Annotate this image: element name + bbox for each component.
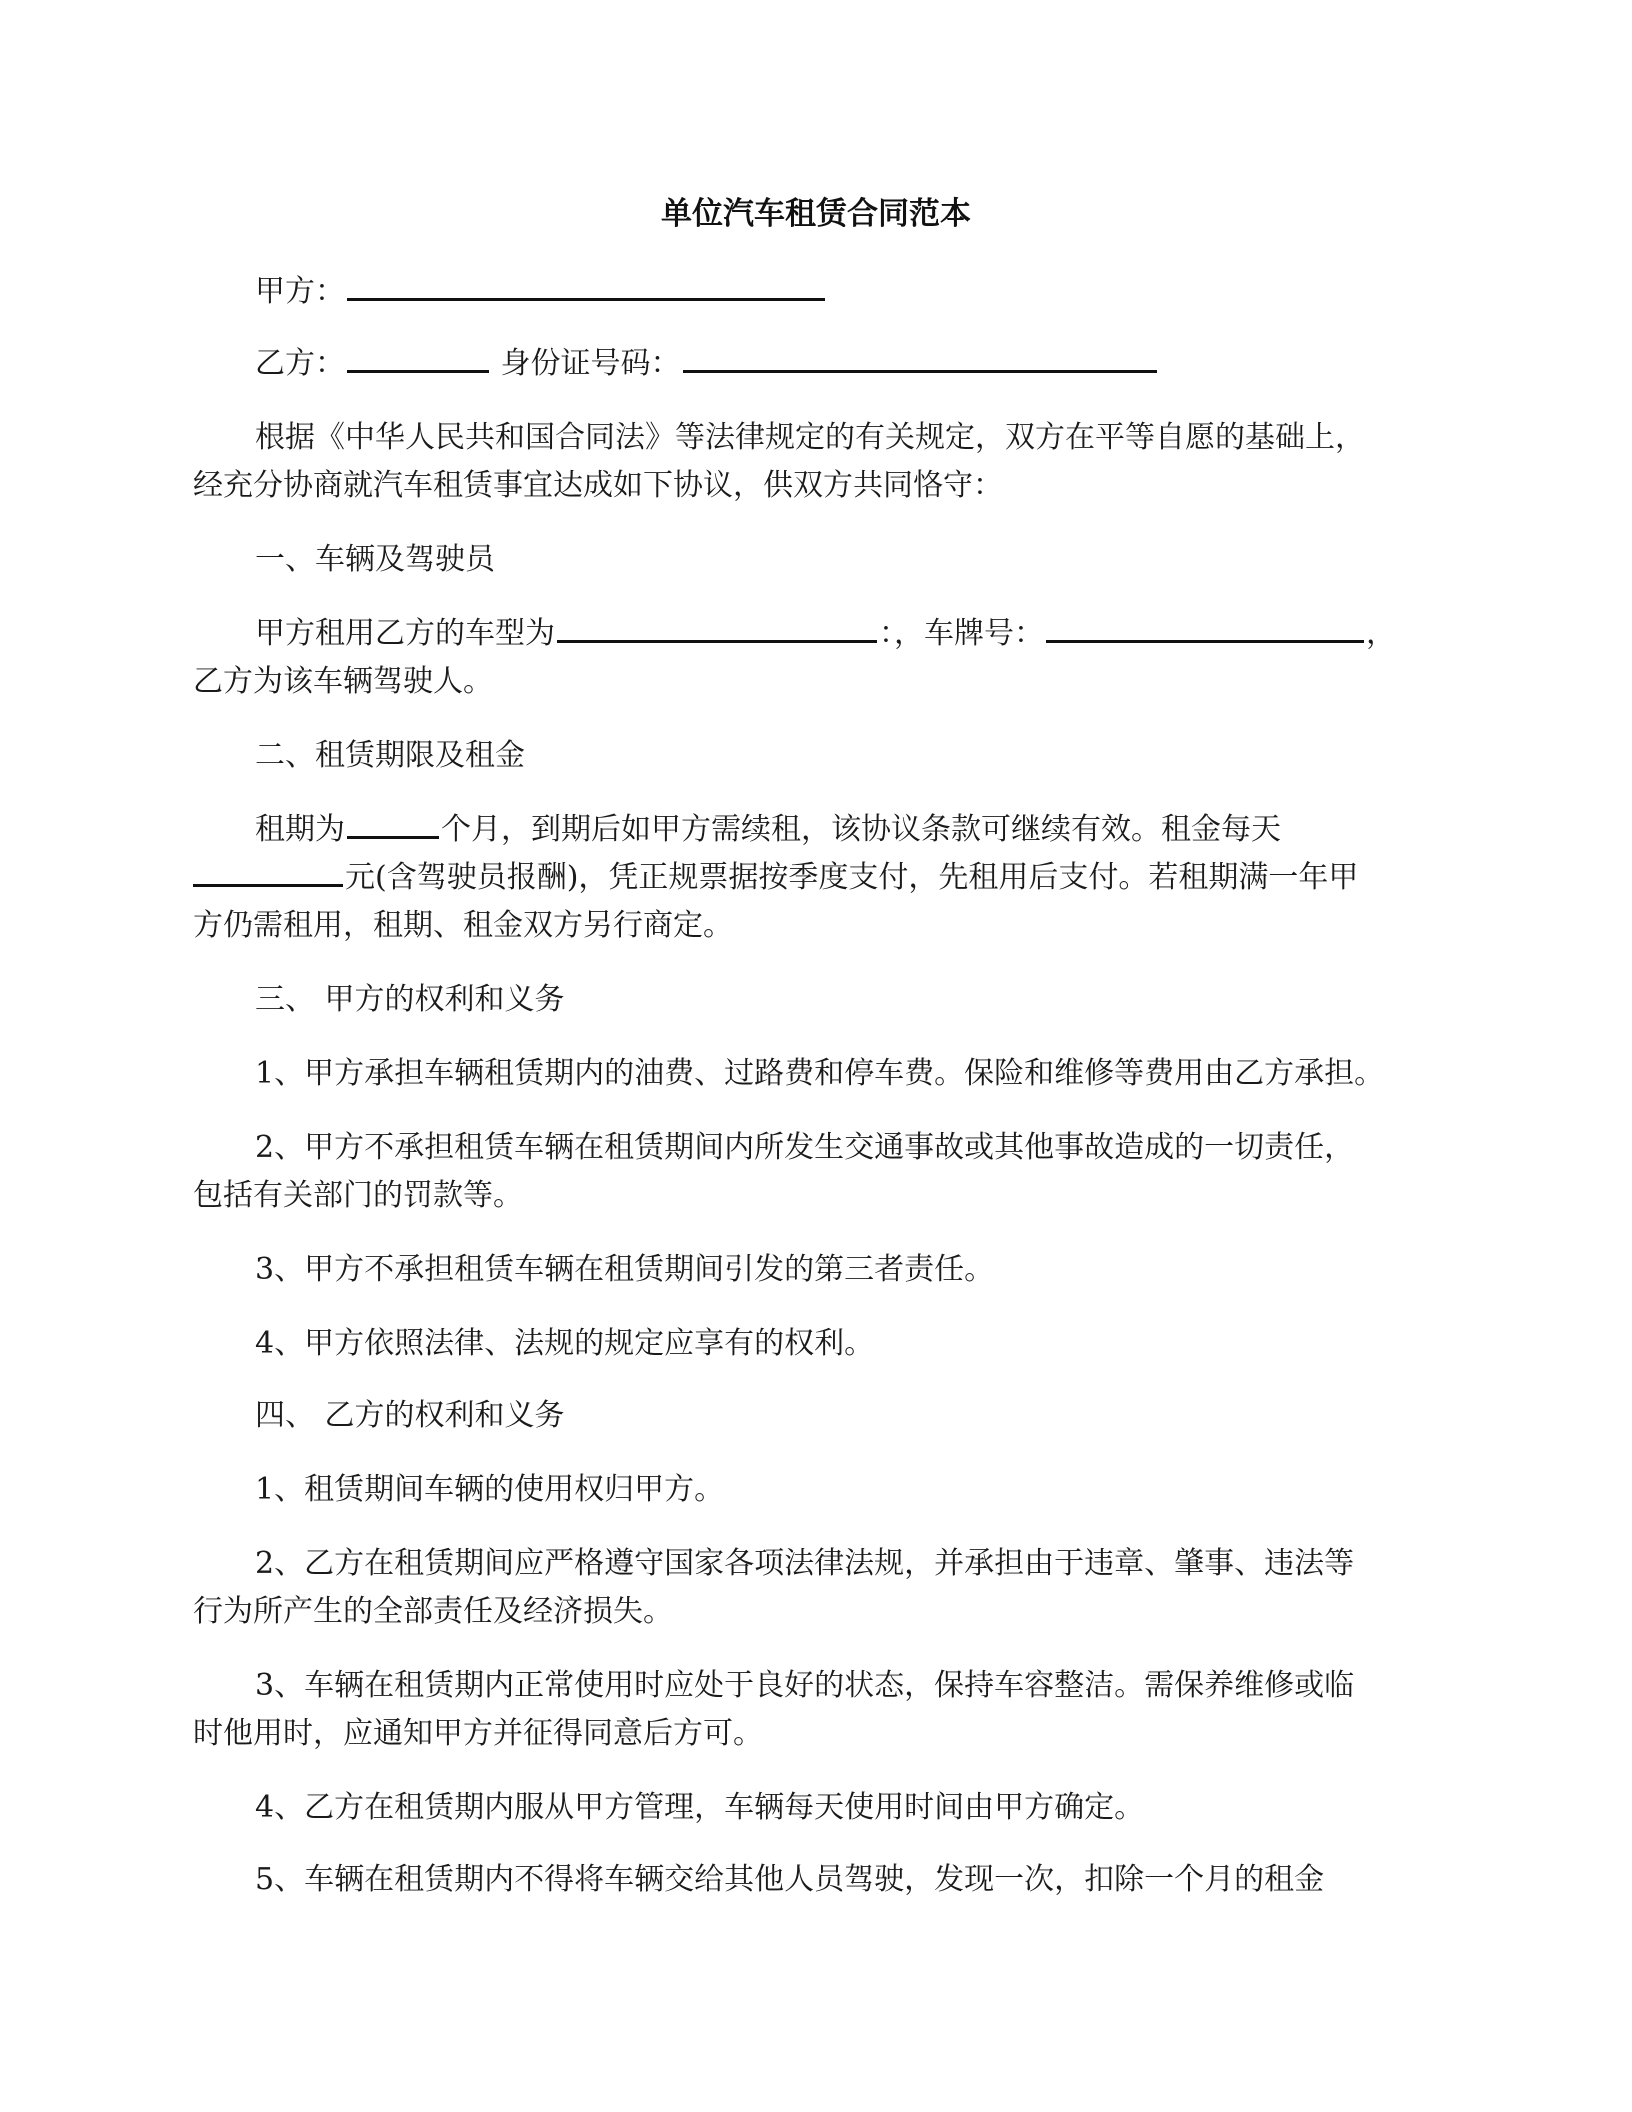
term-months-blank [347, 806, 439, 839]
party-a-blank [347, 268, 825, 301]
intro-line-2: 经充分协商就汽车租赁事宜达成如下协议，供双方共同恪守： [193, 468, 1003, 503]
section-2-line-2 [193, 854, 1358, 902]
term-label: 租期为 [255, 812, 345, 847]
section-2-heading: 二、租赁期限及租金 [255, 738, 525, 773]
party-b-label: 乙方： [255, 346, 345, 381]
section-3-item-4: 4、甲方依照法律、法规的规定应享有的权利。 [255, 1326, 875, 1361]
section-3-item-2-line-1: 2、甲方不承担租赁车辆在租赁期间内所发生交通事故或其他事故造成的一切责任， [255, 1130, 1355, 1165]
vehicle-model-label: 甲方租用乙方的车型为 [255, 616, 555, 651]
section-1-line-1 [255, 610, 1396, 658]
vehicle-model-blank [557, 610, 877, 643]
intro-line-1: 根据《中华人民共和国合同法》等法律规定的有关规定，双方在平等自愿的基础上， [255, 420, 1365, 455]
section-4-item-1: 1、租赁期间车辆的使用权归甲方。 [255, 1472, 725, 1507]
party-b-line [255, 340, 1159, 388]
rent-text: 元(含驾驶员报酬)，凭正规票据按季度支付，先租用后支付。若租期满一年甲 [345, 860, 1359, 895]
section-4-item-4: 4、乙方在租赁期内服从甲方管理，车辆每天使用时间由甲方确定。 [255, 1790, 1145, 1825]
section-4-item-3-line-1: 3、车辆在租赁期内正常使用时应处于良好的状态，保持车容整洁。需保养维修或临 [255, 1668, 1355, 1703]
comma: ， [1366, 616, 1396, 651]
section-4-item-2-line-1: 2、乙方在租赁期间应严格遵守国家各项法律法规，并承担由于违章、肇事、违法等 [255, 1546, 1355, 1581]
daily-rent-blank [193, 854, 343, 887]
id-number-blank [683, 340, 1157, 373]
section-3-item-3: 3、甲方不承担租赁车辆在租赁期间引发的第三者责任。 [255, 1252, 995, 1287]
party-a-label: 甲方： [255, 274, 345, 309]
plate-label: ：，车牌号： [879, 616, 1044, 651]
section-2-line-1 [255, 806, 1281, 854]
term-text: 个月，到期后如甲方需续租，该协议条款可继续有效。租金每天 [441, 812, 1281, 847]
section-3-heading: 三、 甲方的权利和义务 [255, 982, 565, 1017]
section-4-item-3-line-2: 时他用时，应通知甲方并征得同意后方可。 [193, 1716, 763, 1751]
party-b-blank [347, 340, 489, 373]
section-1-heading: 一、车辆及驾驶员 [255, 542, 495, 577]
id-label: 身份证号码： [500, 346, 681, 381]
section-4-heading: 四、 乙方的权利和义务 [255, 1398, 565, 1433]
section-2-line-3: 方仍需租用，租期、租金双方另行商定。 [193, 908, 733, 943]
section-1-line-2: 乙方为该车辆驾驶人。 [193, 664, 493, 699]
section-4-item-2-line-2: 行为所产生的全部责任及经济损失。 [193, 1594, 673, 1629]
section-3-item-1: 1、甲方承担车辆租赁期内的油费、过路费和停车费。保险和维修等费用由乙方承担。 [255, 1056, 1385, 1091]
section-3-item-2-line-2: 包括有关部门的罚款等。 [193, 1178, 523, 1213]
plate-number-blank [1046, 610, 1364, 643]
party-a-line [255, 268, 827, 316]
document-title: 单位汽车租赁合同范本 [661, 196, 971, 232]
section-4-item-5: 5、车辆在租赁期内不得将车辆交给其他人员驾驶，发现一次，扣除一个月的租金 [255, 1862, 1325, 1897]
